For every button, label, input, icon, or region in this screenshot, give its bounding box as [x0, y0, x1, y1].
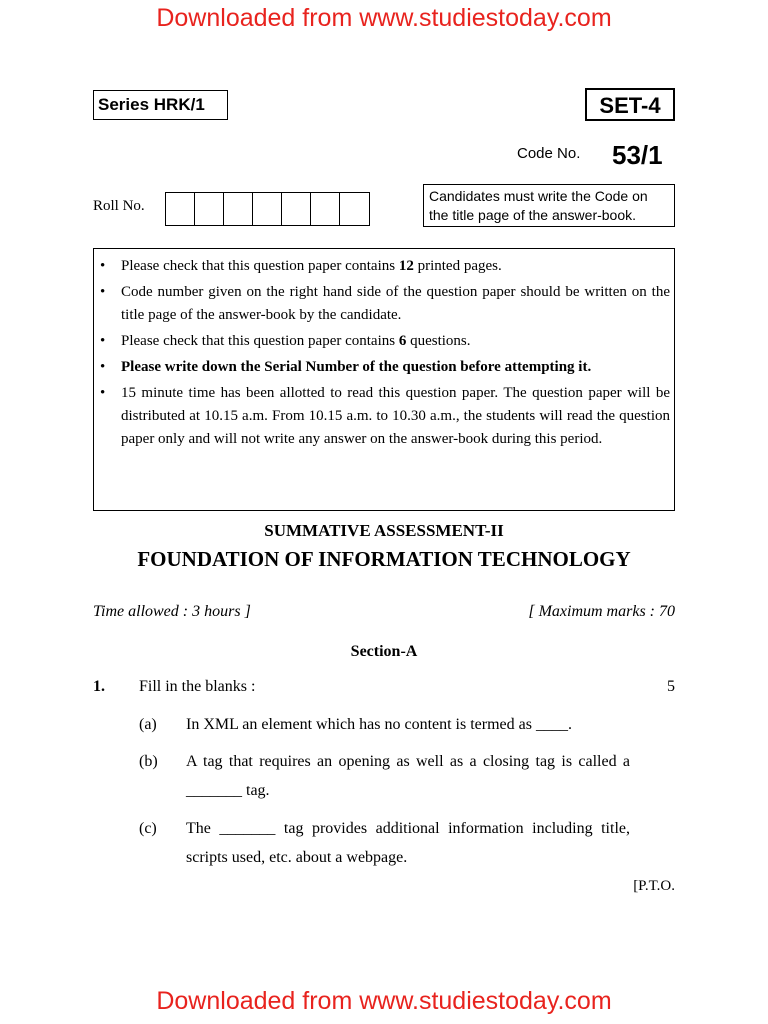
- bullet-icon: •: [100, 333, 106, 349]
- bullet-icon: •: [100, 359, 106, 375]
- instruction-text: 12: [398, 258, 414, 274]
- roll-cell[interactable]: [224, 193, 253, 225]
- instruction-text: 6: [398, 333, 407, 349]
- part-label: (c): [139, 820, 157, 837]
- part-text: The _______ tag provides additional information including title, scripts used, etc. about a webpage.: [186, 820, 630, 866]
- roll-cell[interactable]: [311, 193, 340, 225]
- series-box: Series HRK/1: [93, 90, 228, 120]
- instructions-box: [93, 248, 675, 511]
- instruction-item: [100, 255, 670, 278]
- part-text: A tag that requires an opening as well as a closing tag is called a _______ tag.: [186, 753, 630, 799]
- subject-title: FOUNDATION OF INFORMATION TECHNOLOGY: [137, 547, 631, 571]
- roll-cell[interactable]: [253, 193, 282, 225]
- roll-cell[interactable]: [282, 193, 311, 225]
- roll-cell[interactable]: [340, 193, 369, 225]
- roll-cell[interactable]: [166, 193, 195, 225]
- pto-label: [P.T.O.: [633, 878, 675, 894]
- maximum-marks: [ Maximum marks : 70: [528, 603, 675, 620]
- instruction-item: [100, 356, 670, 379]
- bullet-icon: •: [100, 385, 106, 401]
- roll-cell[interactable]: [195, 193, 224, 225]
- part-label: (a): [139, 716, 157, 733]
- bullet-icon: •: [100, 258, 106, 274]
- instruction-text: Please check that this question paper contains: [121, 258, 399, 274]
- instruction-text: printed pages.: [413, 258, 502, 274]
- code-value: 53/1: [612, 140, 663, 170]
- code-label: Code No.: [517, 145, 581, 162]
- question-marks: 5: [667, 678, 675, 695]
- time-allowed: Time allowed : 3 hours ]: [93, 603, 251, 620]
- section-heading: Section-A: [350, 643, 418, 660]
- candidates-note: Candidates must write the Code on the title page of the answer-book.: [423, 184, 675, 227]
- question-text: Fill in the blanks :: [139, 678, 256, 695]
- part-text: In XML an element which has no content is termed as ____.: [186, 716, 572, 733]
- part-label: (b): [139, 753, 158, 770]
- assessment-title: SUMMATIVE ASSESSMENT-II: [264, 521, 504, 540]
- roll-label: Roll No.: [93, 198, 145, 214]
- watermark-bottom: Downloaded from www.studiestoday.com: [156, 987, 612, 1015]
- instruction-text: questions.: [406, 333, 471, 349]
- roll-number-boxes[interactable]: [165, 192, 370, 226]
- instruction-text: Please check that this question paper contains: [121, 333, 399, 349]
- bullet-icon: •: [100, 284, 106, 300]
- set-box: SET-4: [585, 88, 675, 121]
- instruction-text: 15 minute time has been allotted to read this question paper. The question paper will be distributed at 10.15 a.m. From 10.15 a.m. to 10.30 a.m., the students will read the question paper only and will not write any answer on the answer-book during this period.: [121, 385, 670, 447]
- instruction-item: [100, 330, 670, 353]
- instruction-text: Please write down the Serial Number of the question before attempting it.: [121, 359, 592, 375]
- question-number: 1.: [93, 678, 105, 695]
- watermark-top: Downloaded from www.studiestoday.com: [156, 4, 612, 32]
- instruction-item: [100, 382, 670, 451]
- instructions-list: [100, 255, 670, 451]
- instruction-item: [100, 281, 670, 327]
- instruction-text: Code number given on the right hand side of the question paper should be written on the title page of the answer-book by the candidate.: [121, 284, 670, 323]
